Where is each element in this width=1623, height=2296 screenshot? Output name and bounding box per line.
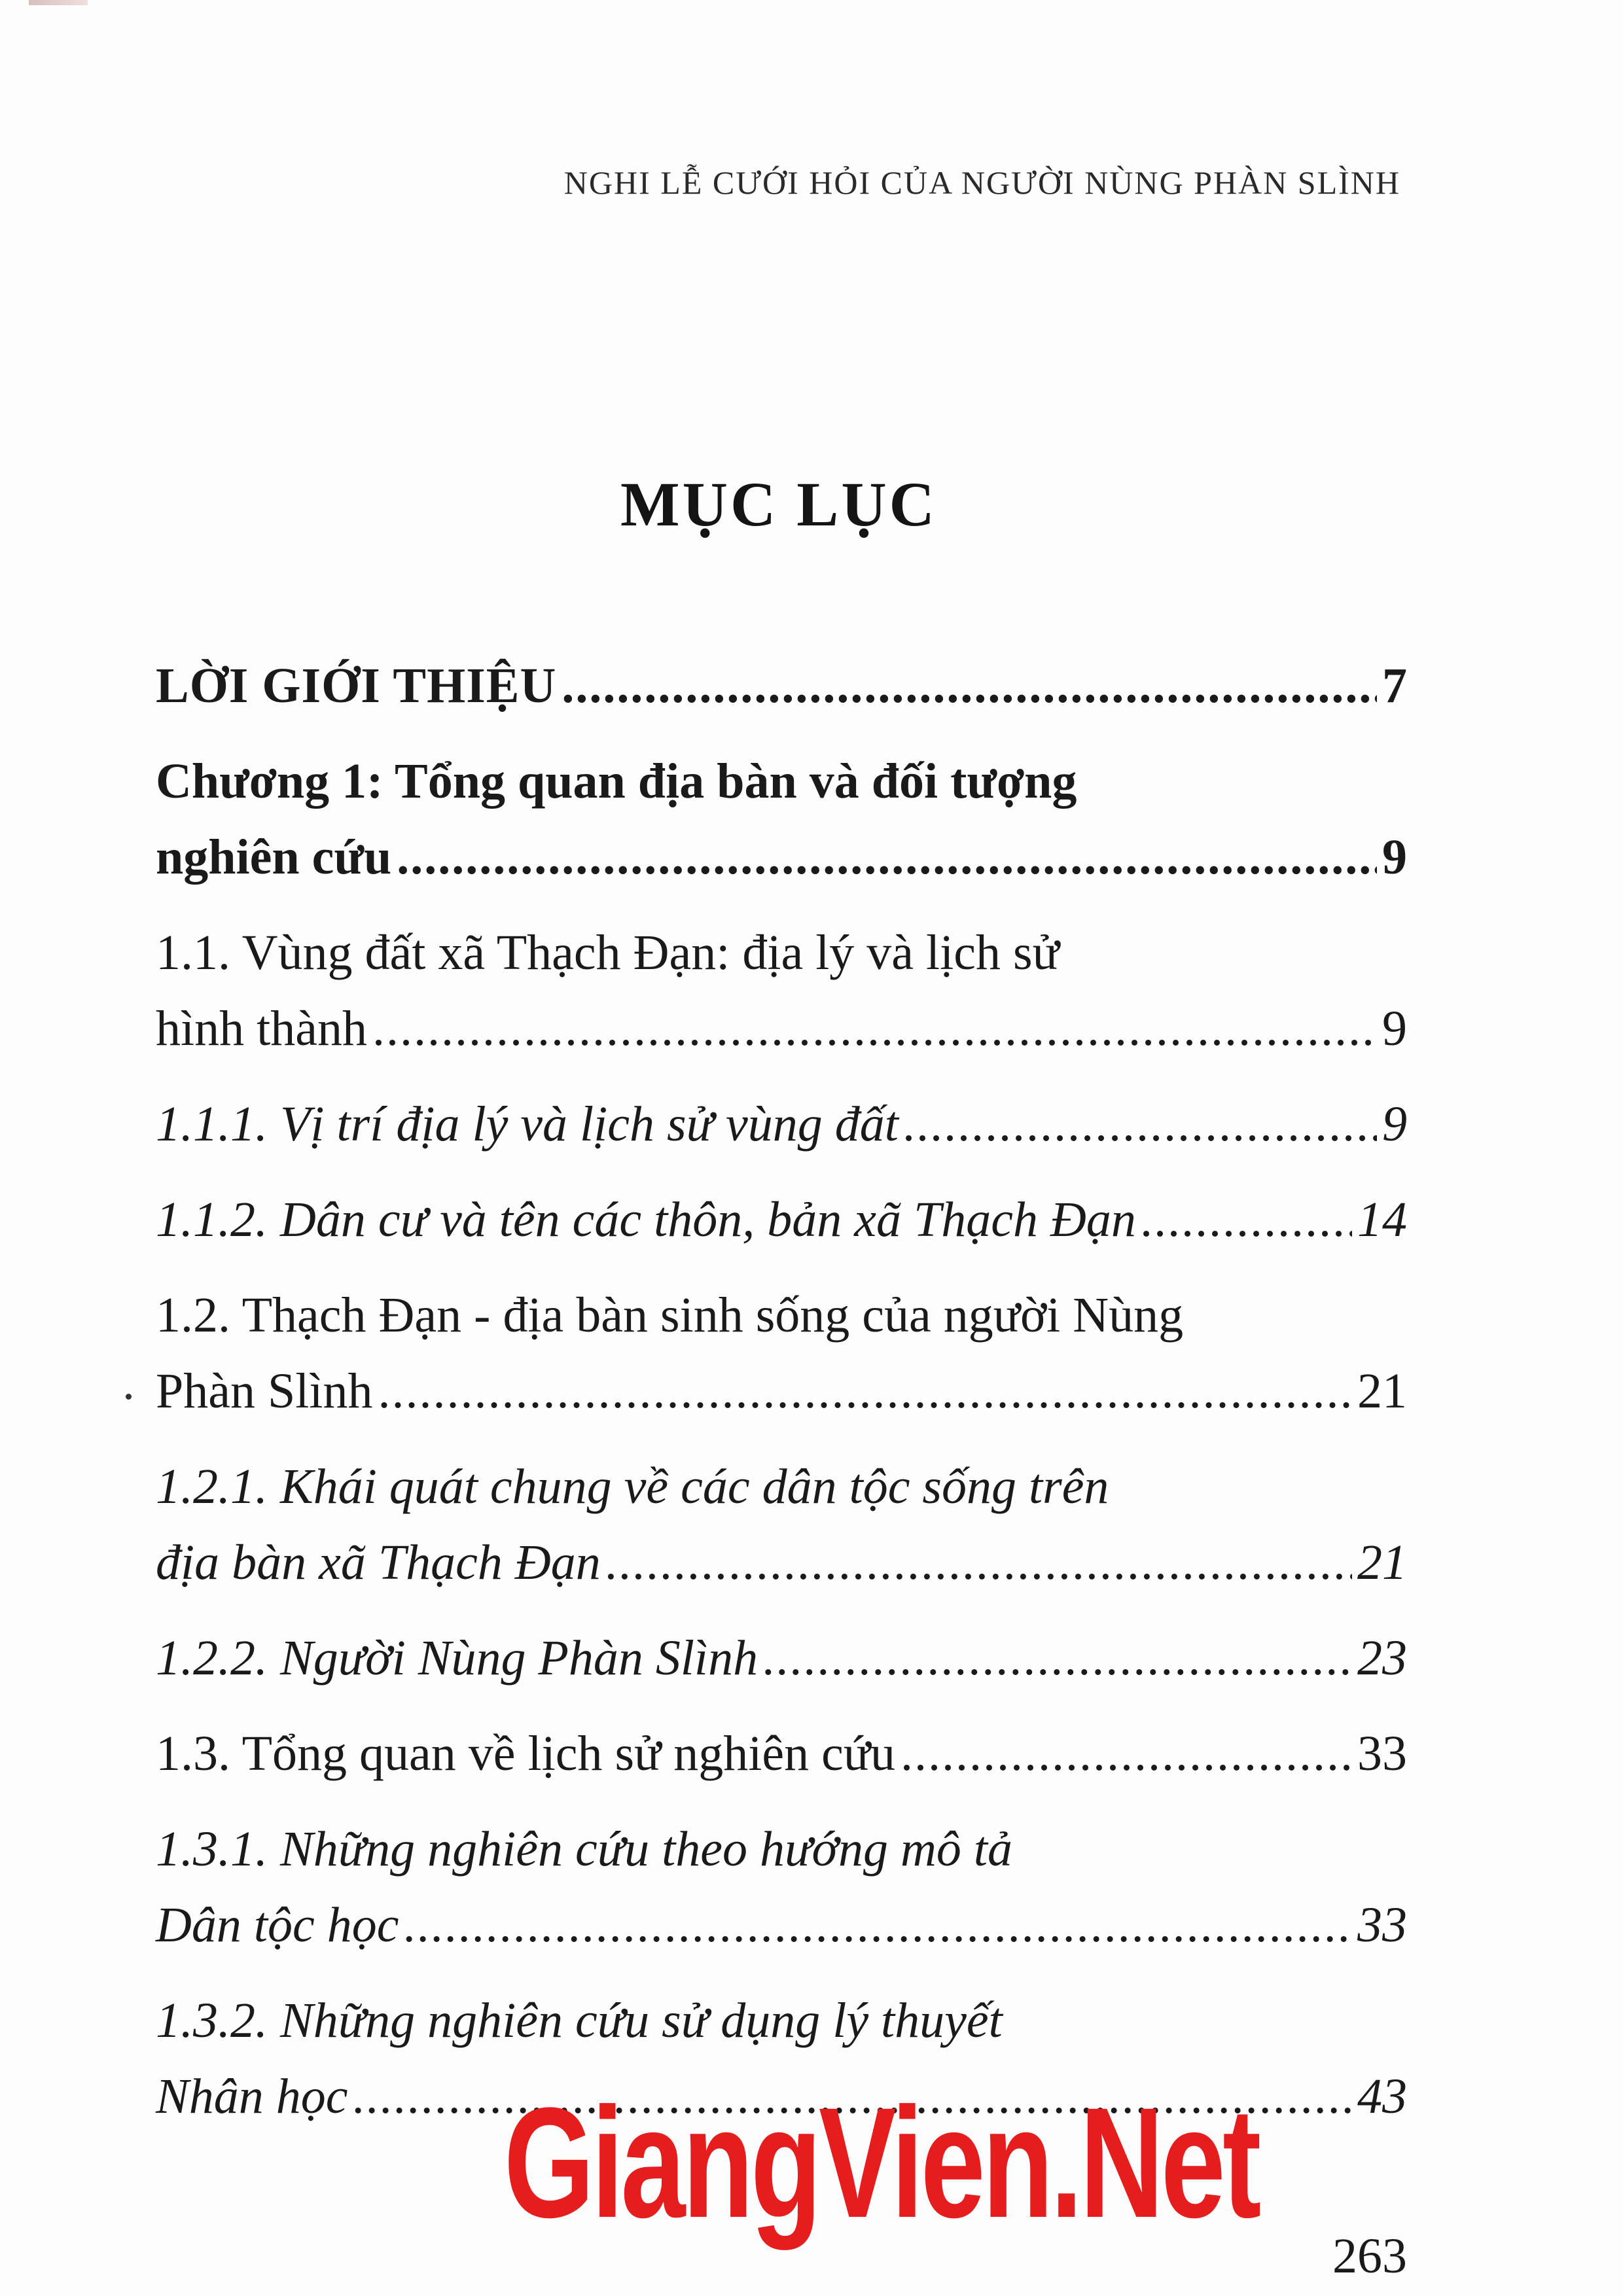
toc-page-number: 7 <box>1382 658 1407 713</box>
toc-entry-title: 1.2.2. Người Nùng Phàn Slình <box>156 1631 758 1686</box>
toc-entry-intro[interactable] <box>156 648 1407 724</box>
page-number: 263 <box>1332 2229 1407 2284</box>
dot-leader <box>378 1353 1353 1429</box>
toc-entry-title-line1: 1.2. Thạch Đạn - địa bàn sinh sống của người Nùng <box>156 1288 1184 1343</box>
dot-leader <box>606 1525 1352 1600</box>
dot-leader <box>763 1620 1352 1696</box>
toc-entry-title: 1.3. Tổng quan về lịch sử nghiên cứu <box>156 1726 896 1781</box>
toc-entry-title-line2: Nhân học <box>156 2069 348 2124</box>
toc-entry-title-line2: địa bàn xã Thạch Đạn <box>156 1535 601 1590</box>
dot-leader <box>901 1716 1352 1792</box>
toc-entry-title-line2: hình thành <box>156 1001 367 1056</box>
toc-page-number: 9 <box>1382 1001 1407 1056</box>
toc-page-number: 14 <box>1357 1192 1407 1247</box>
toc-entry-title-line1: Chương 1: Tổng quan địa bàn và đối tượng <box>156 754 1077 809</box>
dot-leader <box>404 1887 1352 1963</box>
toc-entry-title-line2: nghiên cứu <box>156 830 392 885</box>
toc-page-number: 33 <box>1357 1726 1407 1781</box>
toc-entry-1-3-1[interactable] <box>156 1811 1407 1963</box>
toc-title: MỤC LỤC <box>620 469 937 539</box>
toc-page-number: 9 <box>1382 830 1407 885</box>
toc-entry-title: 1.1.2. Dân cư và tên các thôn, bản xã Thạch Đạn <box>156 1192 1136 1247</box>
toc-entry-title: LỜI GIỚI THIỆU <box>156 658 557 713</box>
watermark-logo: GiangVien.Net <box>504 2075 1258 2250</box>
toc-entry-1-1-1[interactable] <box>156 1086 1407 1162</box>
toc-page-number: 21 <box>1357 1364 1407 1419</box>
toc-entry-title: 1.1.1. Vị trí địa lý và lịch sử vùng đất <box>156 1097 899 1152</box>
toc-page-number: 43 <box>1357 2069 1407 2124</box>
toc-page-number: 33 <box>1357 1898 1407 1952</box>
toc-entry-title-line1: 1.3.1. Những nghiên cứu theo hướng mô tả <box>156 1822 1013 1877</box>
toc-entry-1-3[interactable] <box>156 1716 1407 1792</box>
toc-page-number: 21 <box>1357 1535 1407 1590</box>
dot-leader <box>1141 1182 1352 1258</box>
toc-entry-title-line1: 1.3.2. Những nghiên cứu sử dụng lý thuyết <box>156 1993 1003 2048</box>
toc-entry-1-2-1[interactable] <box>156 1449 1407 1600</box>
toc-entry-title-line2: Dân tộc học <box>156 1898 399 1952</box>
scan-speck <box>126 1394 132 1400</box>
table-of-contents <box>156 648 1407 2134</box>
dot-leader <box>904 1086 1377 1162</box>
toc-page-number: 23 <box>1357 1631 1407 1686</box>
scan-edge-mark <box>29 0 88 5</box>
running-header: NGHI LỄ CƯỚI HỎI CỦA NGƯỜI NÙNG PHÀN SLÌNH <box>563 164 1400 201</box>
toc-entry-title-line1: 1.1. Vùng đất xã Thạch Đạn: địa lý và lịch sử <box>156 925 1060 980</box>
dot-leader <box>372 991 1377 1067</box>
toc-entry-title-line1: 1.2.1. Khái quát chung về các dân tộc sống trên <box>156 1459 1109 1514</box>
toc-entry-1-1[interactable] <box>156 915 1407 1067</box>
dot-leader <box>397 819 1377 895</box>
toc-entry-1-1-2[interactable] <box>156 1182 1407 1258</box>
toc-page-number: 9 <box>1382 1097 1407 1152</box>
toc-entry-1-2[interactable] <box>156 1277 1407 1429</box>
toc-entry-chapter-1[interactable] <box>156 743 1407 895</box>
toc-entry-title-line2: Phàn Slình <box>156 1364 373 1419</box>
toc-entry-1-2-2[interactable] <box>156 1620 1407 1696</box>
dot-leader <box>562 648 1377 724</box>
